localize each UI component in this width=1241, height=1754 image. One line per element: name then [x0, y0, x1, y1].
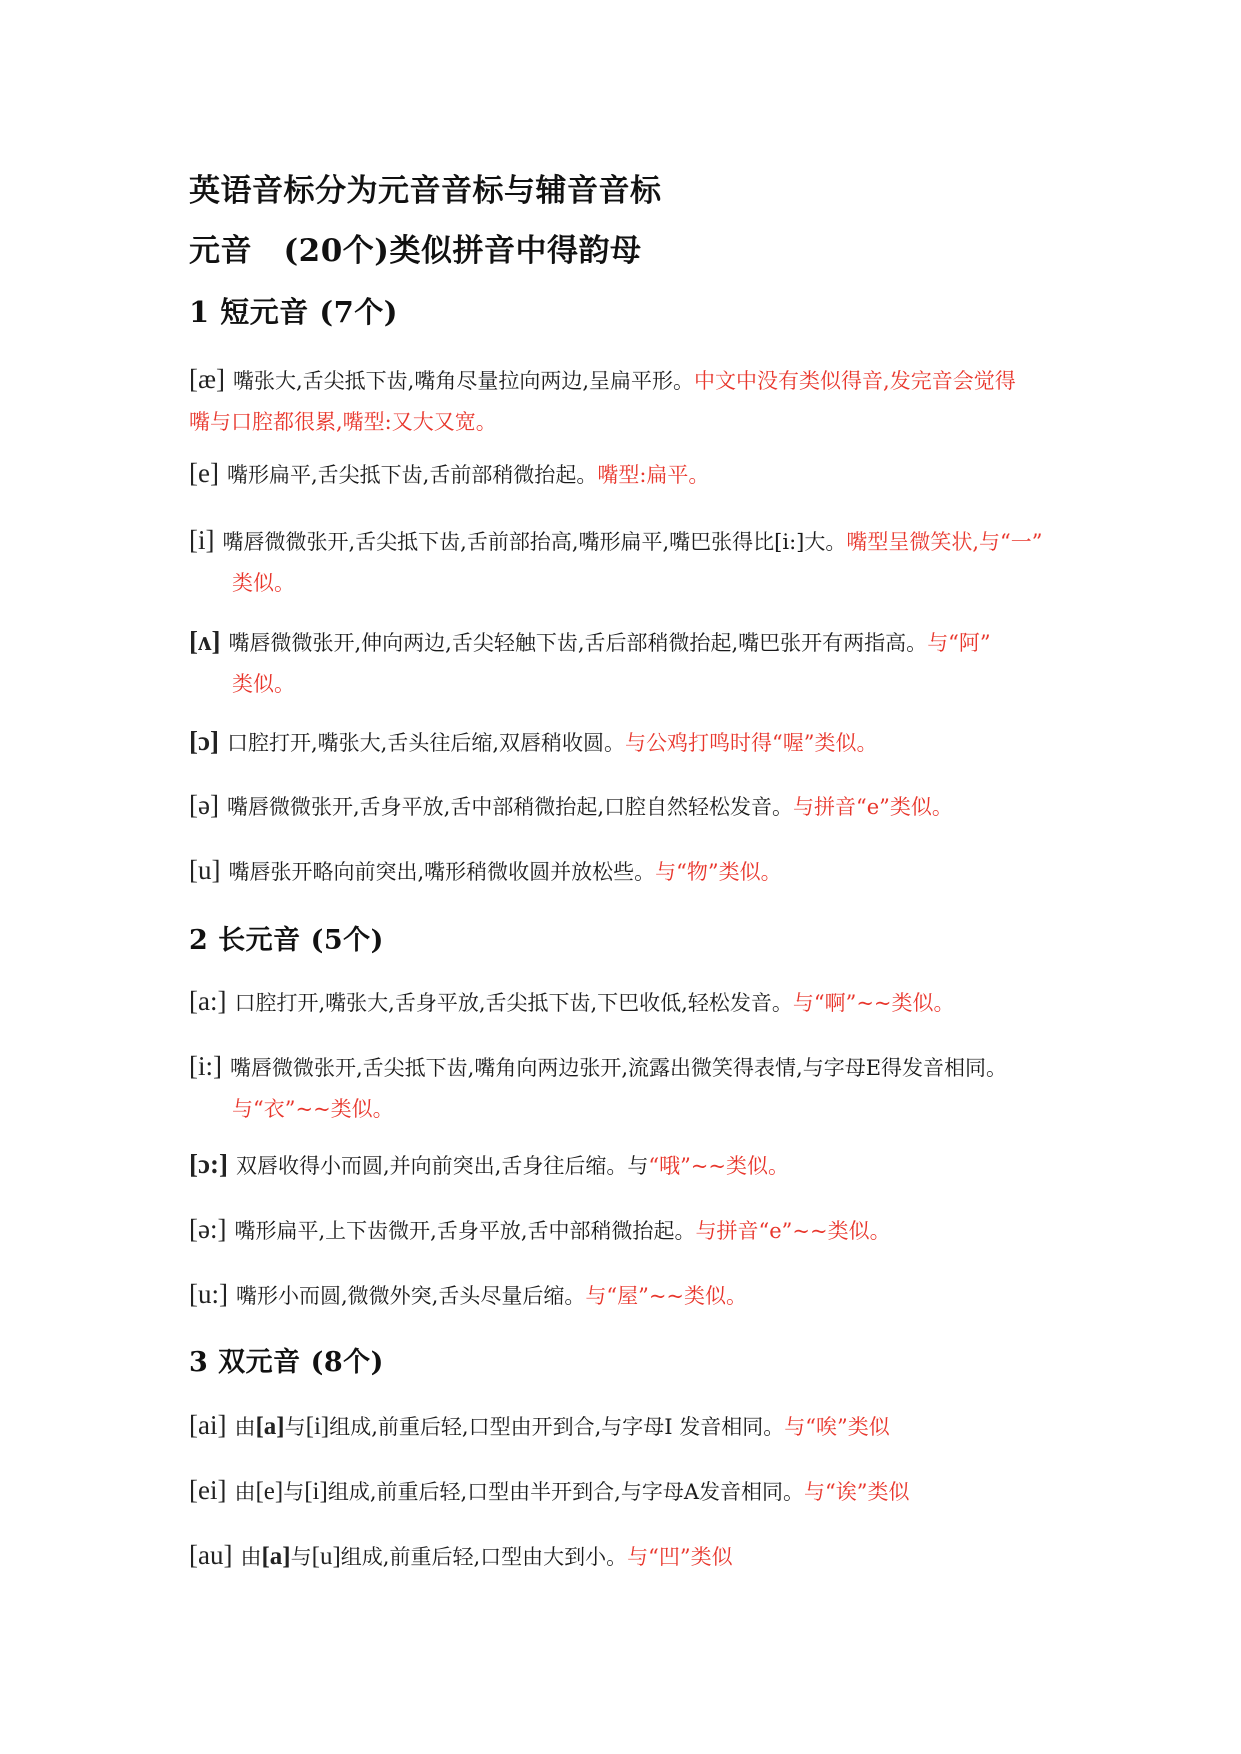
- vowel-entry: [189, 1412, 890, 1439]
- entry-note: 嘴与口腔都很累,嘴型:又大又宽。: [189, 410, 497, 434]
- component-symbol: [u]: [311, 1543, 341, 1570]
- vowel-entry: [189, 792, 953, 819]
- section-heading-short-vowels: 1 短元音 (7个): [189, 295, 398, 329]
- component-symbol: [i]: [304, 1478, 328, 1505]
- section-heading-diphthongs: 3 双元音 (8个): [189, 1347, 384, 1378]
- entry-note: 与拼音“e”~~类似。: [695, 1219, 891, 1243]
- vowel-entry-continued: [232, 1099, 394, 1120]
- entry-text: 由: [240, 1545, 262, 1569]
- entry-description: 组成,前重后轻,口型由开到合,与字母I 发音相同。: [329, 1415, 785, 1439]
- phonetic-symbol: [u:]: [189, 1279, 228, 1309]
- entry-note: 与“衣”~~类似。: [232, 1097, 394, 1121]
- component-symbol: [e]: [255, 1478, 284, 1505]
- phonetic-symbol: [ei]: [189, 1475, 227, 1505]
- entry-note: 与“凹”类似: [627, 1545, 733, 1569]
- vowel-entry: [189, 1216, 891, 1243]
- phonetic-symbol: [æ]: [189, 364, 225, 394]
- component-symbol: [a]: [261, 1543, 291, 1570]
- entry-description: 嘴形小而圆,微微外突,舌头尽量后缩。: [235, 1284, 586, 1308]
- vowel-entry-continued: [232, 674, 295, 695]
- vowel-entry: [189, 988, 955, 1015]
- phonetic-symbol: [ə]: [189, 790, 219, 820]
- entry-note: 类似。: [232, 672, 295, 696]
- entry-description: 嘴唇微微张开,伸向两边,舌尖轻触下齿,舌后部稍微抬起,嘴巴张开有两指高。: [228, 631, 928, 655]
- phonetic-symbol: [i]: [189, 525, 215, 555]
- entry-text: 由: [234, 1415, 256, 1439]
- entry-description: 嘴形扁平,舌尖抵下齿,舌前部稍微抬起。: [226, 463, 598, 487]
- entry-description: 口腔打开,嘴张大,舌身平放,舌尖抵下齿,下巴收低,轻松发音。: [234, 991, 793, 1015]
- phonetic-symbol: [a:]: [189, 986, 227, 1016]
- entry-text: 与: [283, 1480, 305, 1504]
- vowel-entry: [189, 1542, 733, 1569]
- vowel-entry: [189, 1053, 1007, 1080]
- vowel-entry: [189, 857, 782, 884]
- phonetic-symbol: [ʌ]: [189, 626, 221, 656]
- entry-text: 与: [290, 1545, 312, 1569]
- vowel-entry: [189, 728, 877, 755]
- entry-description: 嘴唇张开略向前突出,嘴形稍微收圆并放松些。: [228, 860, 656, 884]
- entry-note: 与拼音“e”类似。: [793, 795, 953, 819]
- entry-description: 双唇收得小而圆,并向前突出,舌身往后缩。与: [235, 1154, 649, 1178]
- entry-note: 与“诶”类似: [804, 1480, 910, 1504]
- vowel-entry-continued: [232, 573, 295, 594]
- page-title: 英语音标分为元音音标与辅音音标: [189, 173, 662, 209]
- phonetic-symbol: [i:]: [189, 1051, 222, 1081]
- entry-text: 由: [234, 1480, 256, 1504]
- section-heading-long-vowels: 2 长元音 (5个): [189, 925, 384, 956]
- phonetic-symbol: [u]: [189, 855, 221, 885]
- entry-note: “哦”~~类似。: [648, 1154, 789, 1178]
- vowel-entry: [189, 460, 709, 487]
- entry-note: 与“屋”~~类似。: [585, 1284, 748, 1308]
- component-symbol: [i]: [305, 1413, 330, 1440]
- entry-note: 与“阿”: [927, 631, 991, 655]
- entry-note: 中文中没有类似得音,发完音会觉得: [694, 369, 1016, 393]
- entry-text: 与: [284, 1415, 306, 1439]
- entry-description: 嘴唇微微张开,舌尖抵下齿,舌前部抬高,嘴形扁平,嘴巴张得比[i:]大。: [222, 530, 847, 554]
- entry-description: 组成,前重后轻,口型由大到小。: [340, 1545, 628, 1569]
- phonetic-symbol: [ai]: [189, 1410, 227, 1440]
- vowel-entry: [189, 628, 991, 655]
- entry-note: 嘴型:扁平。: [597, 463, 710, 487]
- entry-description: 嘴唇微微张开,舌身平放,舌中部稍微抬起,口腔自然轻松发音。: [226, 795, 793, 819]
- phonetic-symbol: [ɔ]: [189, 726, 219, 756]
- phonetic-symbol: [au]: [189, 1540, 233, 1570]
- entry-description: 嘴形扁平,上下齿微开,舌身平放,舌中部稍微抬起。: [234, 1219, 696, 1243]
- phonetic-symbol: [ə:]: [189, 1214, 227, 1244]
- vowel-entry: [189, 366, 1016, 393]
- entry-description: 组成,前重后轻,口型由半开到合,与字母A发音相同。: [327, 1480, 805, 1504]
- vowel-entry: [189, 1151, 789, 1178]
- entry-note: 与公鸡打鸣时得“喔”类似。: [625, 731, 878, 755]
- entry-description: 嘴张大,舌尖抵下齿,嘴角尽量拉向两边,呈扁平形。: [233, 369, 695, 393]
- entry-note: 与“啊”~~类似。: [792, 991, 955, 1015]
- entry-description: 口腔打开,嘴张大,舌头往后缩,双唇稍收圆。: [226, 731, 625, 755]
- vowel-entry-continued: [189, 412, 497, 433]
- entry-note: 与“物”类似。: [655, 860, 782, 884]
- vowel-entry: [189, 527, 1043, 554]
- vowel-heading: 元音 (20个)类似拼音中得韵母: [189, 233, 642, 269]
- entry-description: 嘴唇微微张开,舌尖抵下齿,嘴角向两边张开,流露出微笑得表情,与字母E得发音相同。: [230, 1056, 1008, 1080]
- vowel-entry: [189, 1477, 910, 1504]
- entry-note: 与“唉”类似: [784, 1415, 890, 1439]
- component-symbol: [a]: [255, 1413, 285, 1440]
- entry-note: 类似。: [232, 571, 295, 595]
- phonetic-symbol: [ɔ:]: [189, 1149, 228, 1179]
- vowel-entry: [189, 1281, 747, 1308]
- phonetic-symbol: [e]: [189, 458, 219, 488]
- entry-note: 嘴型呈微笑状,与“一”: [846, 530, 1043, 554]
